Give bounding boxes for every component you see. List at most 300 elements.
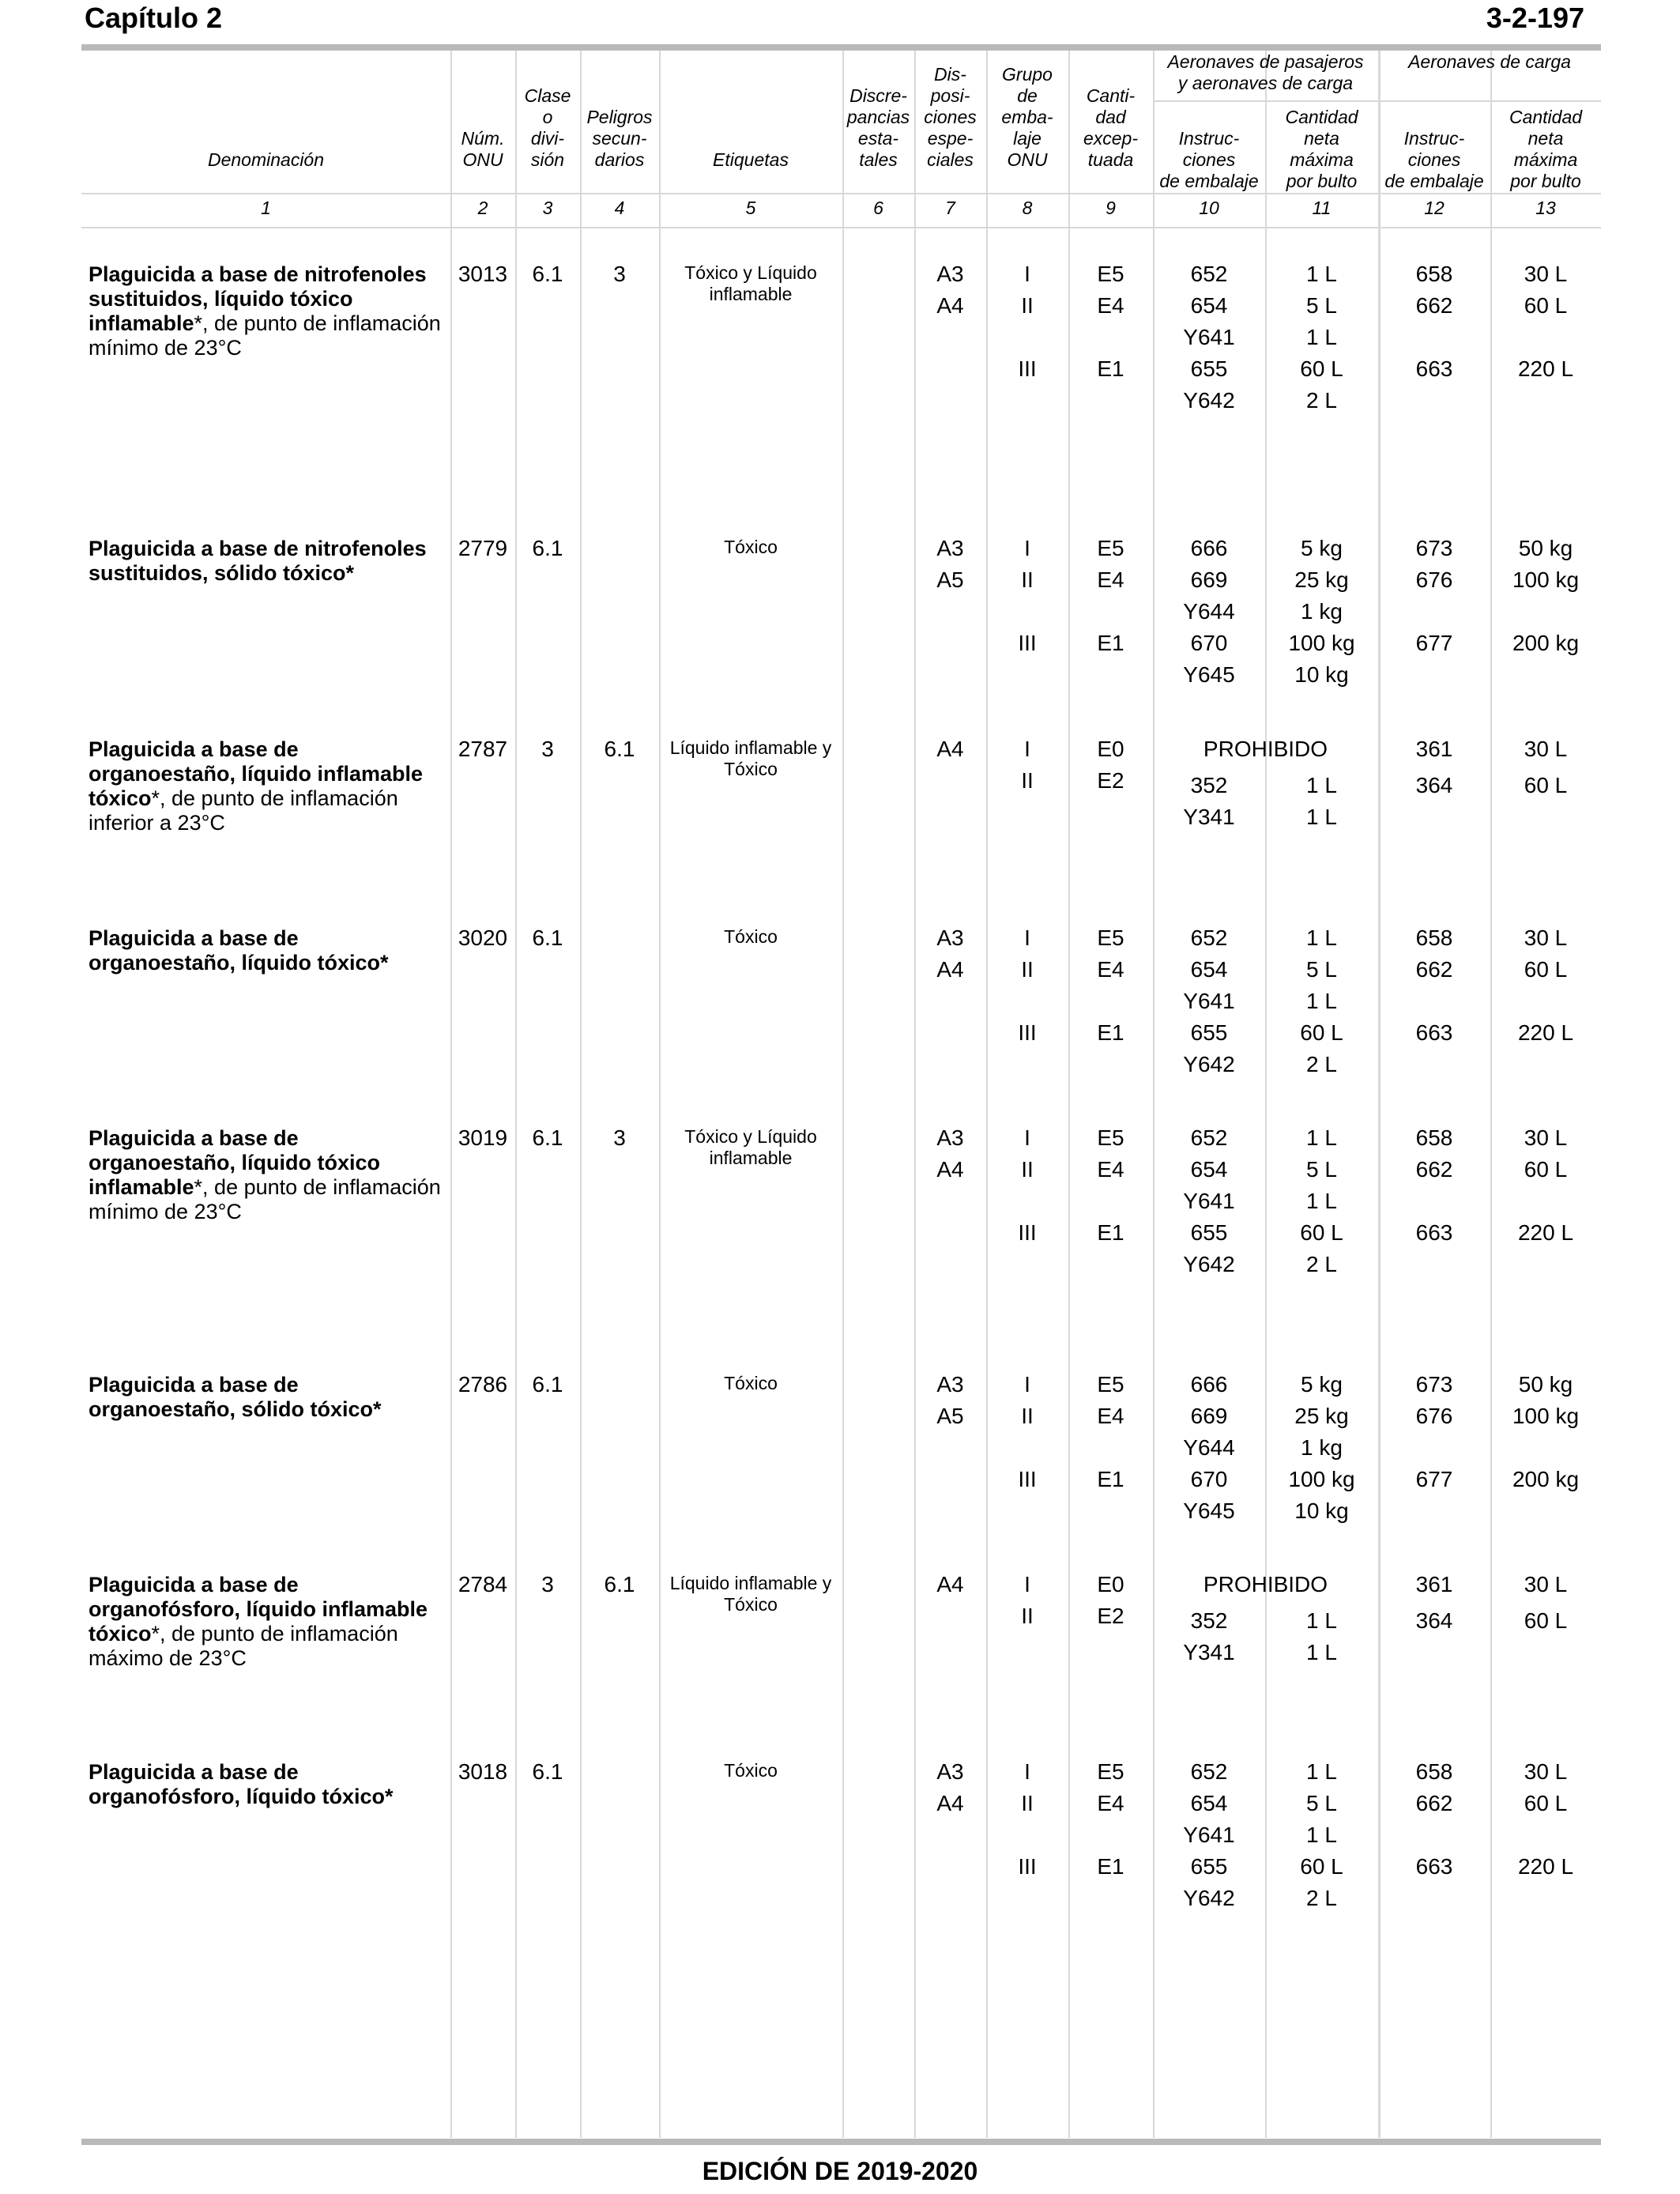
pax-packing-instruction-value: 654 [1190, 1157, 1228, 1182]
cargo-packing-instruction [1378, 258, 1490, 385]
excepted-quantity-value: E5 [1097, 1759, 1124, 1784]
pax-packing-instruction-value: 654 [1190, 957, 1228, 982]
packing-group-value: III [1018, 1854, 1037, 1879]
pax-max-net-quantity-value: 1 L [1306, 989, 1337, 1013]
pax-packing-instruction-value: Y641 [1183, 1189, 1235, 1213]
pax-max-net-quantity-value: 1 L [1306, 805, 1337, 829]
chapter-title: Capítulo 2 [85, 2, 223, 34]
hazard-labels: Tóxico y Líquido inflamable [684, 1126, 817, 1168]
substance-name [89, 1573, 448, 1671]
substance-name-rest: *, de punto de inflamación inferior a 23°C [89, 786, 398, 835]
cargo-max-net-quantity-value: 60 L [1524, 1157, 1568, 1182]
header-grupo [986, 64, 1068, 171]
special-provisions-value: A3 [936, 1125, 964, 1150]
pax-packing-instruction [1153, 533, 1265, 691]
substance-name-bold: Plaguicida a base de nitrofenoles sustituidos, sólido tóxico* [89, 537, 427, 585]
cargo-packing-instruction-value: 361 [1415, 1572, 1453, 1596]
header-clase-line: sión [530, 149, 565, 170]
excepted-quantity [1068, 533, 1153, 659]
header-grupo-line: laje [1013, 128, 1042, 149]
excepted-quantity-value: E4 [1097, 293, 1124, 318]
excepted-quantity-value [1068, 1432, 1153, 1464]
pax-packing-instruction-value: 669 [1190, 567, 1228, 592]
packing-group-value: III [1018, 356, 1037, 381]
cargo-max-net-quantity [1490, 1756, 1601, 1883]
pax-packing-instruction [1153, 1756, 1265, 1914]
excepted-quantity-value: E1 [1097, 1220, 1124, 1245]
excepted-quantity-value: E4 [1097, 1791, 1124, 1815]
special-provisions [914, 258, 986, 322]
header-clase-line: divi- [530, 128, 565, 149]
cargo-packing-instruction-value: 361 [1415, 737, 1453, 761]
excepted-quantity-value: E4 [1097, 957, 1124, 982]
pax-max-net-quantity-value: 25 kg [1294, 1404, 1349, 1428]
substance-name-rest: *, de punto de inflamación mínimo de 23°C [89, 1175, 441, 1223]
column-divider [515, 51, 517, 2138]
column-divider [914, 51, 916, 2138]
un-number: 3019 [458, 1125, 508, 1150]
cargo-packing-instruction-value: 662 [1415, 1157, 1453, 1182]
header-disposiciones-line: posi- [930, 85, 970, 106]
cargo-packing-instruction-value: 677 [1415, 1467, 1453, 1491]
header-pax-instr-line: Instruc- [1178, 128, 1240, 149]
pax-packing-instruction-value: 652 [1190, 1125, 1228, 1150]
packing-group [986, 1569, 1068, 1632]
pax-packing-instruction [1153, 922, 1265, 1080]
cargo-packing-instruction-value [1378, 1186, 1490, 1217]
un-number: 2784 [458, 1572, 508, 1596]
un-number: 2786 [458, 1372, 508, 1397]
header-pax-instr-line: ciones [1182, 149, 1236, 170]
pax-max-net-quantity-value: 60 L [1300, 1854, 1343, 1879]
pax-packing-instruction-value: 352 [1190, 1608, 1228, 1633]
column-number: 5 [745, 198, 756, 218]
header-rule [81, 193, 1601, 194]
cargo-packing-instruction-value [1378, 596, 1490, 628]
header-cargo-qty [1490, 107, 1601, 192]
packing-group [986, 733, 1068, 797]
header-cargo-instr-line: ciones [1407, 149, 1461, 170]
pax-max-net-quantity-value: 10 kg [1294, 1498, 1349, 1523]
pax-max-net-quantity-value: 1 L [1306, 1125, 1337, 1150]
cargo-packing-instruction-value [1378, 1819, 1490, 1851]
cargo-max-net-quantity-value: 50 kg [1518, 536, 1573, 560]
pax-packing-instruction-value: Y645 [1183, 1498, 1235, 1523]
header-discrepancias-line: Discre- [849, 85, 907, 106]
excepted-quantity-value [1068, 1186, 1153, 1217]
excepted-quantity-value: E4 [1097, 1404, 1124, 1428]
special-provisions-value: A3 [936, 1372, 964, 1397]
packing-group-value: I [1024, 925, 1030, 950]
cargo-max-net-quantity-value: 30 L [1524, 1125, 1568, 1150]
edition-footer: EDICIÓN DE 2019-2020 [702, 2157, 978, 2185]
pax-packing-instruction [1153, 770, 1265, 833]
packing-group-value: III [1018, 1220, 1037, 1245]
excepted-quantity-value [1068, 986, 1153, 1017]
cargo-packing-instruction-value: 673 [1415, 536, 1453, 560]
packing-group-value: II [1021, 957, 1034, 982]
column-number: 4 [614, 198, 625, 218]
cargo-max-net-quantity [1490, 1569, 1601, 1637]
column-number: 9 [1106, 198, 1116, 218]
cargo-packing-instruction-value: 658 [1415, 262, 1453, 286]
excepted-quantity-value: E1 [1097, 1467, 1124, 1491]
substance-name-rest: *, de punto de inflamación mínimo de 23°C [89, 311, 441, 360]
header-pasajeros-group [1153, 51, 1378, 94]
header-peligros-line: secun- [592, 128, 647, 149]
header-num-onu-line: ONU [462, 149, 503, 170]
header-cantidad-line: Canti- [1086, 85, 1136, 106]
hazard-labels: Tóxico y Líquido inflamable [684, 262, 817, 304]
pax-max-net-quantity-value: 1 kg [1301, 1435, 1343, 1460]
pax-max-net-quantity-value: 100 kg [1288, 631, 1355, 655]
substance-name-bold: Plaguicida a base de organoestaño, líquido tóxico* [89, 926, 389, 974]
column-divider [450, 51, 452, 2138]
pax-max-net-quantity [1265, 770, 1378, 833]
subsidiary-hazard: 6.1 [604, 737, 635, 761]
header-pax-instr [1153, 128, 1265, 192]
header-discrepancias-line: tales [859, 149, 898, 170]
cargo-packing-instruction [1378, 922, 1490, 1049]
special-provisions-value: A4 [936, 293, 964, 318]
pax-packing-instruction-value: Y642 [1183, 1252, 1235, 1276]
pax-max-net-quantity-value: 1 L [1306, 1640, 1337, 1664]
special-provisions [914, 922, 986, 986]
cargo-max-net-quantity-value: 30 L [1524, 925, 1568, 950]
pax-packing-instruction [1153, 1369, 1265, 1527]
header-pax-qty-line: Cantidad [1285, 107, 1358, 127]
header-peligros-line: Peligros [586, 107, 653, 127]
prohibited-label: PROHIBIDO [1203, 737, 1328, 761]
header-disposiciones-line: Dis- [934, 64, 966, 85]
cargo-max-net-quantity-value: 60 L [1524, 773, 1568, 797]
cargo-packing-instruction-value: 364 [1415, 773, 1453, 797]
cargo-max-net-quantity-value: 100 kg [1512, 567, 1580, 592]
excepted-quantity-value: E5 [1097, 1372, 1124, 1397]
cargo-packing-instruction-value: 673 [1415, 1372, 1453, 1397]
pax-max-net-quantity-value: 2 L [1306, 1886, 1337, 1910]
header-clase-line: o [542, 107, 553, 127]
excepted-quantity-value [1068, 322, 1153, 353]
class-division: 6.1 [532, 1372, 563, 1397]
pax-max-net-quantity-value: 5 L [1306, 1791, 1337, 1815]
cargo-packing-instruction-value [1378, 1432, 1490, 1464]
packing-group [986, 258, 1068, 385]
hazard-labels: Tóxico [724, 926, 778, 947]
header-carga-group-line: Aeronaves de carga [1408, 51, 1571, 72]
packing-group-value: I [1024, 262, 1030, 286]
pax-max-net-quantity [1265, 1756, 1378, 1914]
pax-packing-instruction-value: Y341 [1183, 1640, 1235, 1664]
special-provisions-value: A5 [936, 567, 964, 592]
header-num-onu-line: Núm. [461, 128, 505, 149]
pax-packing-instruction-value: Y642 [1183, 1052, 1235, 1076]
packing-group-value [986, 1819, 1068, 1851]
pax-max-net-quantity-value: 60 L [1300, 1020, 1343, 1045]
packing-group-value: II [1021, 1404, 1034, 1428]
pax-max-net-quantity-value: 100 kg [1288, 1467, 1355, 1491]
cargo-max-net-quantity [1490, 922, 1601, 1049]
header-num-onu [450, 128, 515, 171]
cargo-max-net-quantity-value: 100 kg [1512, 1404, 1580, 1428]
header-grupo-line: Grupo [1002, 64, 1053, 85]
column-divider [842, 51, 844, 2138]
column-number: 2 [477, 198, 488, 218]
subsidiary-hazard: 6.1 [604, 1572, 635, 1596]
packing-group-value: II [1021, 1791, 1034, 1815]
excepted-quantity-value: E1 [1097, 1020, 1124, 1045]
cargo-max-net-quantity-value: 220 L [1517, 1020, 1574, 1045]
packing-group-value: III [1018, 631, 1037, 655]
pax-packing-instruction-value: 652 [1190, 262, 1228, 286]
header-peligros [580, 107, 659, 171]
excepted-quantity [1068, 922, 1153, 1049]
excepted-quantity-value: E1 [1097, 1854, 1124, 1879]
pax-packing-instruction-value: 654 [1190, 1791, 1228, 1815]
column-number: 7 [945, 198, 955, 218]
page-number: 3-2-197 [1486, 2, 1584, 34]
substance-name-bold: Plaguicida a base de organoestaño, sólido tóxico* [89, 1373, 382, 1421]
special-provisions [914, 1756, 986, 1819]
class-division: 6.1 [532, 536, 563, 560]
excepted-quantity-value: E2 [1097, 1604, 1124, 1628]
packing-group-value: I [1024, 1125, 1030, 1150]
packing-group-value: III [1018, 1467, 1037, 1491]
cargo-max-net-quantity-value: 30 L [1524, 1572, 1568, 1596]
pax-max-net-quantity-value: 1 L [1306, 1759, 1337, 1784]
packing-group-value [986, 596, 1068, 628]
pax-max-net-quantity-value: 5 L [1306, 957, 1337, 982]
pax-packing-instruction-value: 670 [1190, 631, 1228, 655]
column-number: 6 [873, 198, 883, 218]
packing-group-value [986, 1186, 1068, 1217]
special-provisions-value: A4 [936, 1572, 964, 1596]
excepted-quantity-value: E5 [1097, 262, 1124, 286]
header-cargo-instr-line: de embalaje [1384, 171, 1484, 191]
header-carga-group [1378, 51, 1601, 73]
pax-max-net-quantity [1265, 1122, 1378, 1280]
hazard-labels: Tóxico [724, 1373, 778, 1393]
pax-max-net-quantity-value: 1 L [1306, 325, 1337, 349]
header-pax-qty-line: neta [1304, 128, 1339, 149]
excepted-quantity-value: E0 [1097, 1572, 1124, 1596]
un-number: 3018 [458, 1759, 508, 1784]
un-number: 2779 [458, 536, 508, 560]
header-cargo-instr-line: Instruc- [1403, 128, 1465, 149]
pax-packing-instruction-value: 654 [1190, 293, 1228, 318]
excepted-quantity [1068, 1756, 1153, 1883]
cargo-packing-instruction-value: 662 [1415, 1791, 1453, 1815]
cargo-max-net-quantity-value [1490, 596, 1601, 628]
special-provisions [914, 1369, 986, 1432]
header-grupo-line: de [1017, 85, 1038, 106]
pax-max-net-quantity [1265, 1369, 1378, 1527]
pax-max-net-quantity-value: 2 L [1306, 388, 1337, 413]
hazard-labels: Líquido inflamable y Tóxico [669, 1573, 832, 1615]
pax-max-net-quantity-value: 1 L [1306, 773, 1337, 797]
cargo-packing-instruction-value: 662 [1415, 293, 1453, 318]
cargo-max-net-quantity-value: 220 L [1517, 356, 1574, 381]
substance-name [89, 1373, 448, 1422]
pax-packing-instruction-value: Y641 [1183, 989, 1235, 1013]
pax-max-net-quantity-value: 5 kg [1301, 536, 1343, 560]
header-denominacion [81, 149, 450, 171]
hazard-labels: Tóxico [724, 537, 778, 557]
header-cantidad-line: tuada [1087, 149, 1134, 170]
hazard-labels: Tóxico [724, 1760, 778, 1781]
substance-name-bold: Plaguicida a base de organoestaño, líquido tóxico inflamable [89, 1126, 381, 1199]
header-cantidad-line: dad [1095, 107, 1126, 127]
excepted-quantity-value: E1 [1097, 356, 1124, 381]
packing-group-value [986, 1432, 1068, 1464]
pax-max-net-quantity-value: 5 L [1306, 293, 1337, 318]
pax-packing-instruction-value: Y641 [1183, 325, 1235, 349]
header-cargo-qty-line: Cantidad [1509, 107, 1583, 127]
pax-max-net-quantity-value: 2 L [1306, 1252, 1337, 1276]
top-rule [81, 44, 1601, 51]
packing-group-value [986, 322, 1068, 353]
cargo-max-net-quantity [1490, 1369, 1601, 1495]
column-number: 1 [261, 198, 271, 218]
pax-max-net-quantity-value: 1 L [1306, 1608, 1337, 1633]
special-provisions-value: A5 [936, 1404, 964, 1428]
cargo-max-net-quantity-value [1490, 322, 1601, 353]
cargo-max-net-quantity-value: 30 L [1524, 262, 1568, 286]
pax-max-net-quantity [1265, 1605, 1378, 1668]
cargo-packing-instruction-value: 663 [1415, 1220, 1453, 1245]
header-pax-qty-line: máxima [1290, 149, 1354, 170]
substance-name [89, 737, 448, 835]
packing-group [986, 533, 1068, 659]
header-cargo-instr [1378, 128, 1490, 192]
pax-packing-instruction-value: Y341 [1183, 805, 1235, 829]
packing-group-value: II [1021, 293, 1034, 318]
packing-group-value: I [1024, 1759, 1030, 1784]
cargo-packing-instruction-value [1378, 986, 1490, 1017]
class-division: 6.1 [532, 925, 563, 950]
header-pasajeros-group-line: Aeronaves de pasajeros [1167, 51, 1364, 72]
un-number: 3020 [458, 925, 508, 950]
header-cantidad-line: excep- [1083, 128, 1139, 149]
subsidiary-hazard: 3 [613, 1125, 626, 1150]
cargo-packing-instruction [1378, 533, 1490, 659]
header-discrepancias-line: esta- [857, 128, 899, 149]
cargo-packing-instruction-value: 676 [1415, 1404, 1453, 1428]
excepted-quantity-value: E2 [1097, 768, 1124, 793]
special-provisions-value: A3 [936, 262, 964, 286]
cargo-max-net-quantity-value [1490, 1186, 1601, 1217]
class-division: 3 [541, 737, 554, 761]
group-header-rule [1153, 100, 1601, 102]
substance-name [89, 262, 448, 360]
pax-max-net-quantity-value: 5 L [1306, 1157, 1337, 1182]
class-division: 6.1 [532, 1759, 563, 1784]
packing-group-value: I [1024, 1572, 1030, 1596]
cargo-packing-instruction-value: 676 [1415, 567, 1453, 592]
special-provisions-value: A4 [936, 957, 964, 982]
header-clase [515, 85, 580, 171]
pax-max-net-quantity-value: 1 L [1306, 925, 1337, 950]
packing-group-value: II [1021, 1157, 1034, 1182]
substance-name-bold: Plaguicida a base de organofósforo, líquido tóxico* [89, 1760, 394, 1808]
cargo-max-net-quantity-value: 60 L [1524, 1791, 1568, 1815]
header-pasajeros-group-line: y aeronaves de carga [1177, 73, 1354, 93]
header-cargo-qty-line: máxima [1513, 149, 1578, 170]
cargo-packing-instruction-value: 663 [1415, 1854, 1453, 1879]
pax-packing-instruction-value: 652 [1190, 925, 1228, 950]
pax-packing-instruction-value: 666 [1190, 536, 1228, 560]
column-number: 12 [1424, 198, 1445, 218]
header-grupo-line: emba- [1001, 107, 1053, 127]
cargo-max-net-quantity-value: 200 kg [1512, 1467, 1580, 1491]
cargo-packing-instruction-value: 662 [1415, 957, 1453, 982]
pax-packing-instruction-value: 666 [1190, 1372, 1228, 1397]
excepted-quantity-value: E5 [1097, 536, 1124, 560]
cargo-max-net-quantity-value: 60 L [1524, 1608, 1568, 1633]
pax-max-net-quantity-value: 60 L [1300, 356, 1343, 381]
cargo-max-net-quantity [1490, 1122, 1601, 1249]
cargo-packing-instruction-value: 658 [1415, 925, 1453, 950]
substance-name-bold: Plaguicida a base de organofósforo, líquido inflamable tóxico [89, 1573, 428, 1646]
subsidiary-hazard: 3 [613, 262, 626, 286]
excepted-quantity-value [1068, 1819, 1153, 1851]
special-provisions [914, 533, 986, 596]
pax-max-net-quantity-value: 1 L [1306, 1189, 1337, 1213]
header-cantidad [1068, 85, 1153, 171]
pax-max-net-quantity-value: 5 kg [1301, 1372, 1343, 1397]
header-disposiciones [914, 64, 986, 171]
pax-max-net-quantity [1265, 258, 1378, 417]
header-grupo-line: ONU [1007, 149, 1048, 170]
column-number: 10 [1199, 198, 1219, 218]
special-provisions-value: A3 [936, 1759, 964, 1784]
pax-max-net-quantity [1265, 533, 1378, 691]
cargo-max-net-quantity-value: 30 L [1524, 1759, 1568, 1784]
excepted-quantity [1068, 1569, 1153, 1632]
excepted-quantity [1068, 1369, 1153, 1495]
column-divider [580, 51, 582, 2138]
class-division: 3 [541, 1572, 554, 1596]
header-cargo-qty-line: neta [1527, 128, 1564, 149]
pax-packing-instruction-value: Y642 [1183, 388, 1235, 413]
packing-group-value: II [1021, 1604, 1034, 1628]
pax-packing-instruction-value: Y644 [1183, 599, 1235, 624]
cargo-packing-instruction [1378, 1756, 1490, 1883]
column-number: 13 [1535, 198, 1556, 218]
cargo-packing-instruction-value: 663 [1415, 356, 1453, 381]
packing-group-value [986, 986, 1068, 1017]
substance-name-bold: Plaguicida a base de nitrofenoles sustituidos, líquido tóxico inflamable [89, 262, 427, 335]
column-number-rule [81, 227, 1601, 228]
cargo-max-net-quantity-value: 220 L [1517, 1854, 1574, 1879]
cargo-max-net-quantity-value: 60 L [1524, 293, 1568, 318]
packing-group [986, 1756, 1068, 1883]
header-cargo-qty-line: por bulto [1510, 171, 1581, 191]
pax-packing-instruction-value: Y644 [1183, 1435, 1235, 1460]
special-provisions-value: A4 [936, 1157, 964, 1182]
substance-name [89, 1126, 448, 1224]
pax-packing-instruction-value: Y642 [1183, 1886, 1235, 1910]
pax-max-net-quantity-value: 1 kg [1301, 599, 1343, 624]
excepted-quantity-value: E1 [1097, 631, 1124, 655]
pax-max-net-quantity-value: 60 L [1300, 1220, 1343, 1245]
cargo-packing-instruction [1378, 1369, 1490, 1495]
pax-packing-instruction [1153, 1122, 1265, 1280]
substance-name-bold: Plaguicida a base de organoestaño, líquido inflamable tóxico [89, 737, 424, 810]
header-discrepancias [842, 85, 914, 171]
pax-packing-instruction-value: 352 [1190, 773, 1228, 797]
cargo-max-net-quantity [1490, 258, 1601, 385]
